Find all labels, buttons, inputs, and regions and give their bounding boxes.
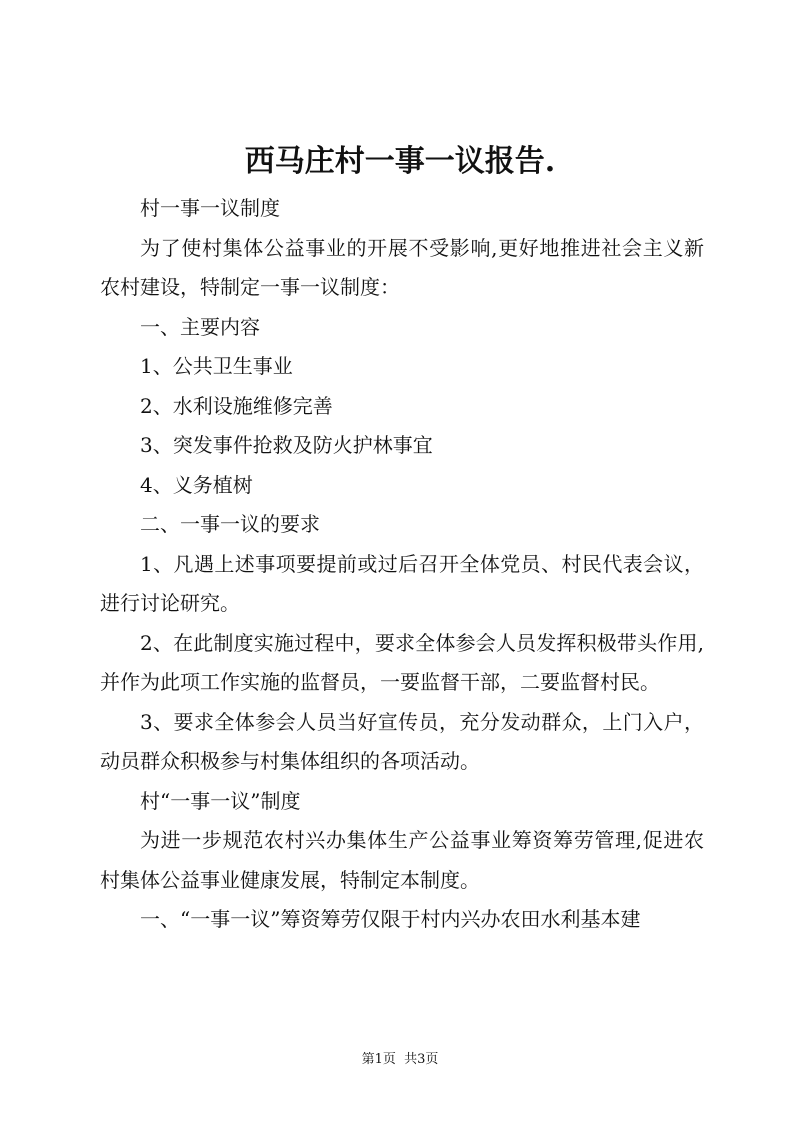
paragraph: 一、“一事一议”筹资筹劳仅限于村内兴办农田水利基本建 — [140, 907, 641, 931]
paragraph: 1、凡遇上述事项要提前或过后召开全体党员、村民代表会议，进行讨论研究。 — [100, 551, 704, 615]
paragraph: 一、主要内容 — [140, 314, 260, 339]
document-title: 西马庄村一事一议报告. — [244, 144, 556, 179]
document-body — [100, 189, 704, 940]
paragraph: 二、一事一议的要求 — [140, 512, 320, 536]
paragraph: 为了使村集体公益事业的开展不受影响,更好地推进社会主义新农村建设，特制定一事一议制度： — [100, 235, 704, 299]
paragraph: 为进一步规范农村兴办集体生产公益事业筹资筹劳管理,促进农村集体公益事业健康发展，特制定本制度。 — [100, 828, 704, 892]
paragraph: 2、水利设施维修完善 — [140, 393, 333, 418]
paragraph: 村“一事一议”制度 — [140, 788, 301, 813]
paragraph: 2、在此制度实施过程中，要求全体参会人员发挥积极带头作用,并作为此项工作实施的监督员，一要监督干部，二要监督村民。 — [100, 630, 704, 694]
paragraph: 1、公共卫生事业 — [140, 354, 293, 378]
paragraph: 3、要求全体参会人员当好宣传员，充分发动群众，上门入户，动员群众积极参与村集体组织的各项活动。 — [100, 709, 704, 773]
paragraph: 3、突发事件抢救及防火护林事宜 — [140, 433, 433, 457]
page-number-footer: 第1页 共3页 — [361, 1052, 439, 1067]
paragraph: 4、义务植树 — [140, 472, 253, 497]
paragraph: 村一事一议制度 — [140, 196, 280, 220]
